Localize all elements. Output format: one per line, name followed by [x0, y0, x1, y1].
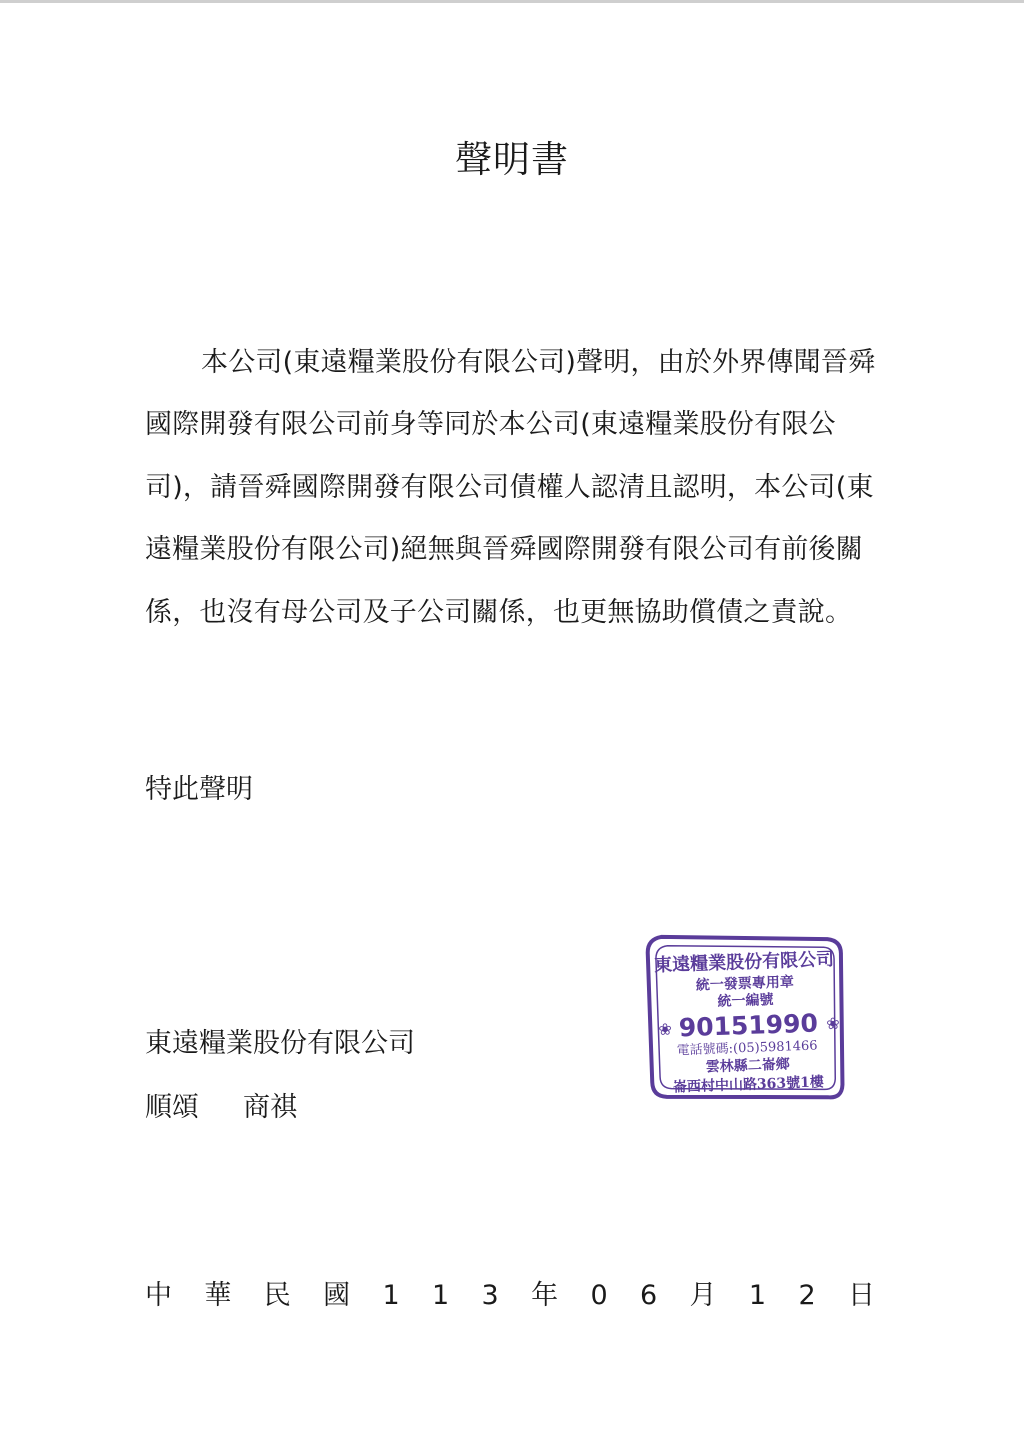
- date-char: 民: [263, 1280, 291, 1311]
- signature-line: [145, 1088, 297, 1128]
- declaration-paragraph: [145, 332, 877, 644]
- date-char: 2: [798, 1280, 816, 1311]
- date-char: 0: [590, 1280, 608, 1311]
- closing-statement: 特此聲明: [145, 774, 253, 805]
- date-char: 6: [639, 1280, 658, 1311]
- stamp-phone: 電話號碼:(05)5981466: [676, 1038, 818, 1059]
- date-char: 1: [431, 1280, 450, 1311]
- page-top-border: [0, 0, 1024, 3]
- date-char: 年: [531, 1280, 559, 1311]
- date-char: 國: [323, 1280, 351, 1311]
- paragraph-first-line: 本公司(東遠糧業股份有限公司)聲明，由於外界傳聞晉: [201, 347, 849, 378]
- stamp-invoice-label: 統一發票專用章: [695, 974, 795, 994]
- date-char: 華: [204, 1280, 232, 1311]
- paragraph-rest: 舜國際開發有限公司前身等同於本公司(東遠糧業股份有限公司)，請晉舜國際開發有限公司債權人認清且認明，本公司(東遠糧業股份有限公司)絕無與晉舜國際開發有限公司有前後關係，也沒有母公司及子公司關係，也更無協助償債之責說。: [145, 347, 876, 628]
- flower-icon: ❀: [825, 1013, 841, 1034]
- date-char: 3: [481, 1280, 499, 1311]
- date-char: 1: [382, 1280, 400, 1311]
- company-seal-stamp: [640, 922, 852, 1110]
- document-title: 聲明書: [455, 138, 569, 181]
- stamp-address-line1: 雲林縣二崙鄉: [705, 1056, 790, 1076]
- stamp-id-label: 統一編號: [717, 992, 774, 1010]
- date-char: 1: [748, 1280, 767, 1311]
- signature-name: 商祺: [243, 1092, 297, 1123]
- signature-salutation: 順頌: [145, 1092, 199, 1123]
- date-line: [145, 1276, 875, 1316]
- date-char: 日: [847, 1280, 875, 1311]
- flower-icon: ❀: [658, 1019, 673, 1040]
- stamp-company: 東遠糧業股份有限公司: [653, 948, 835, 977]
- company-name: 東遠糧業股份有限公司: [145, 1028, 415, 1059]
- stamp-tax-id: 90151990: [678, 1008, 819, 1043]
- stamp-address-line2: 崙西村中山路363號1樓: [672, 1074, 825, 1096]
- date-char: 中: [145, 1280, 172, 1311]
- date-char: 月: [689, 1280, 717, 1311]
